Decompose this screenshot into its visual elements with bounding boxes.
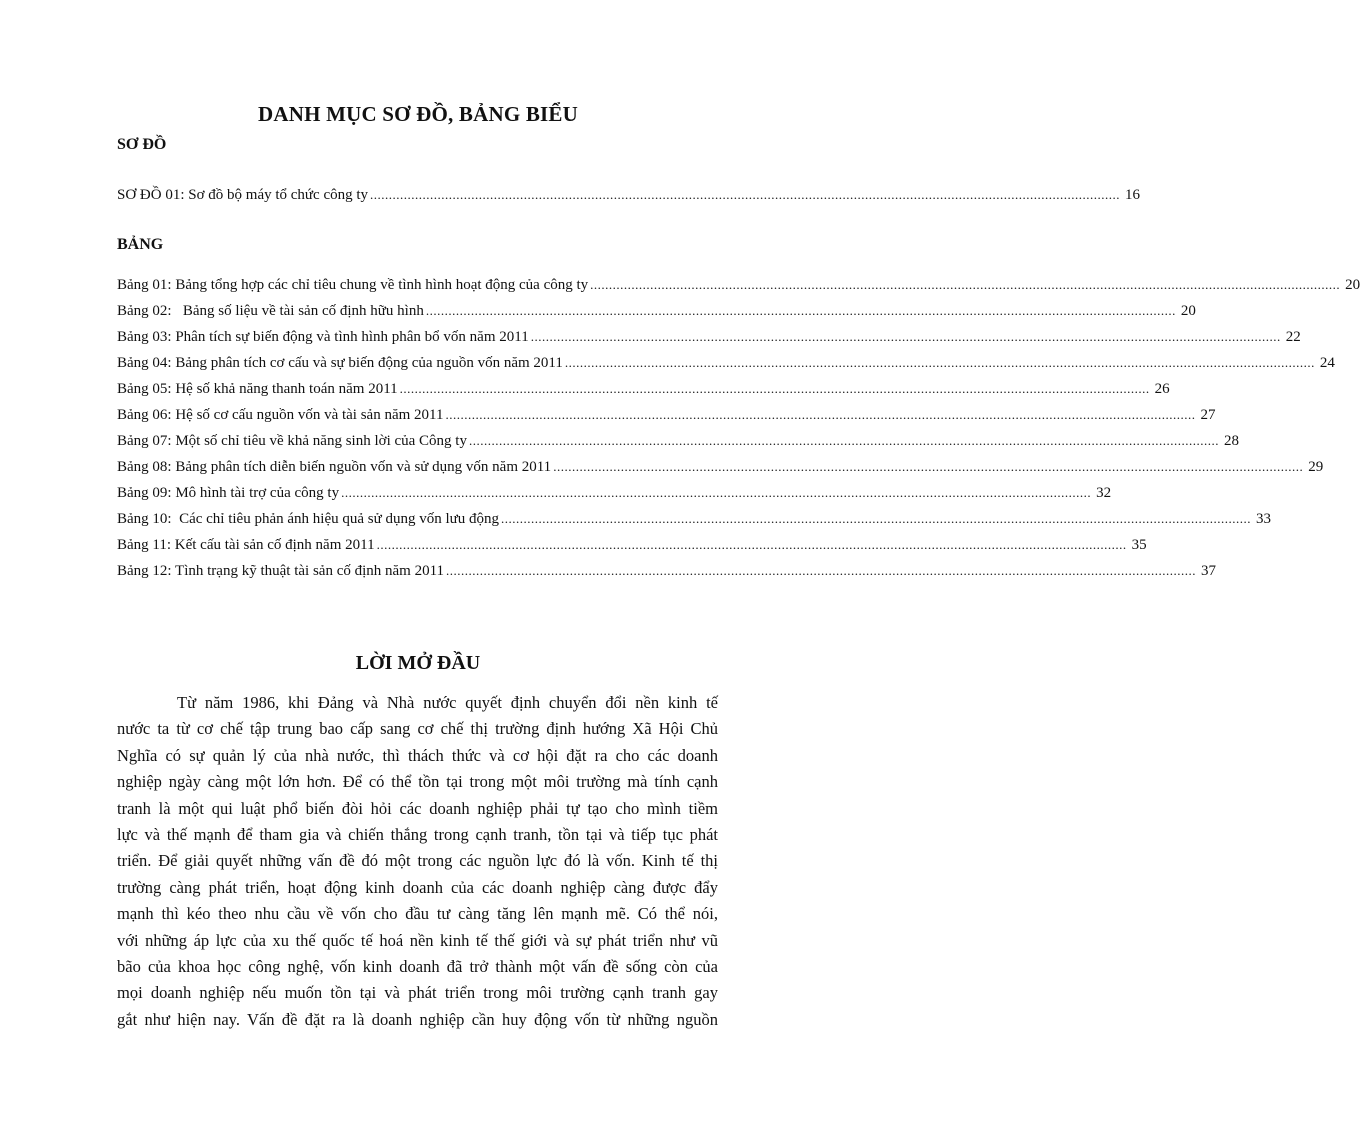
toc-entry-bang-01[interactable] bbox=[117, 277, 1360, 294]
dot-leader: ........................................................................................................................................................................................................ bbox=[399, 381, 1150, 396]
intro-heading: LỜI MỞ ĐẦU bbox=[355, 652, 481, 674]
paragraph-line: mọi doanh nghiệp nếu muốn tồn tại và phát triển trong môi trường cạnh tranh gay bbox=[117, 983, 718, 1003]
toc-entry-page: 27 bbox=[1200, 407, 1216, 423]
toc-entry-bang-12[interactable] bbox=[117, 563, 1217, 580]
dot-leader: ........................................................................................................................................................................................................ bbox=[553, 459, 1304, 474]
toc-entry-label: Bảng 09: Mô hình tài trợ của công ty bbox=[117, 485, 340, 501]
dot-leader: ........................................................................................................................................................................................................ bbox=[341, 485, 1092, 500]
paragraph-line: Từ năm 1986, khi Đảng và Nhà nước quyết định chuyển đổi nền kinh tế bbox=[177, 693, 718, 712]
toc-entry-label: Bảng 05: Hệ số khả năng thanh toán năm 2011 bbox=[117, 381, 398, 397]
intro-paragraph bbox=[117, 690, 718, 1033]
toc-entry-page: 32 bbox=[1096, 485, 1112, 501]
toc-entry-label: SƠ ĐỒ 01: Sơ đồ bộ máy tổ chức công ty bbox=[117, 187, 369, 203]
toc-entry-bang-06[interactable] bbox=[117, 407, 1216, 424]
section-heading-bang: BẢNG bbox=[117, 236, 164, 253]
toc-entry-label: Bảng 11: Kết cấu tài sản cố định năm 2011 bbox=[117, 537, 375, 553]
toc-entry-bang-04[interactable] bbox=[117, 355, 1335, 372]
toc-entry-page: 16 bbox=[1125, 187, 1141, 203]
toc-entry-page: 24 bbox=[1319, 355, 1335, 371]
toc-entry-page: 26 bbox=[1154, 381, 1170, 397]
toc-entry-page: 22 bbox=[1285, 329, 1301, 345]
toc-entry-label: Bảng 01: Bảng tổng hợp các chỉ tiêu chung về tình hình hoạt động của công ty bbox=[117, 277, 589, 293]
paragraph-line: tranh là một qui luật phổ biến đòi hỏi các doanh nghiệp phải tự tạo cho mình tiềm bbox=[117, 798, 718, 818]
paragraph-line: trường càng phát triển, hoạt động kinh doanh của các doanh nghiệp càng được đẩy bbox=[117, 877, 718, 897]
toc-entry-label: Bảng 02: Bảng số liệu về tài sản cố định hữu hình bbox=[117, 303, 424, 319]
toc-entry-label: Bảng 03: Phân tích sự biến động và tình hình phân bổ vốn năm 2011 bbox=[117, 329, 529, 345]
toc-entry-page: 28 bbox=[1223, 433, 1239, 449]
dot-leader: ........................................................................................................................................................................................................ bbox=[445, 407, 1196, 422]
dot-leader: ........................................................................................................................................................................................................ bbox=[446, 563, 1197, 578]
paragraph-line: nghiệp ngày càng một lớn hơn. Để có thể tồn tại trong một môi trường mà tính cạnh bbox=[117, 772, 718, 792]
paragraph-line: triển. Để giải quyết những vấn đề đó một trong các nguồn lực đó là vốn. Kinh tế thị bbox=[117, 851, 718, 871]
dot-leader: ........................................................................................................................................................................................................ bbox=[590, 277, 1341, 292]
toc-entry-so-do-01[interactable] bbox=[117, 187, 1141, 204]
toc-entry-label: Bảng 08: Bảng phân tích diễn biến nguồn vốn và sử dụng vốn năm 2011 bbox=[117, 459, 552, 475]
toc-entry-page: 29 bbox=[1308, 459, 1324, 475]
toc-entry-page: 35 bbox=[1131, 537, 1147, 553]
paragraph-line: bão của khoa học công nghệ, vốn kinh doanh đã trở thành một vấn đề sống còn của bbox=[117, 957, 718, 977]
toc-entry-label: Bảng 12: Tình trạng kỹ thuật tài sản cố định năm 2011 bbox=[117, 563, 445, 579]
toc-entry-bang-09[interactable] bbox=[117, 485, 1112, 502]
toc-entry-bang-05[interactable] bbox=[117, 381, 1170, 398]
toc-entry-bang-03[interactable] bbox=[117, 329, 1301, 346]
toc-entry-label: Bảng 04: Bảng phân tích cơ cấu và sự biến động của nguồn vốn năm 2011 bbox=[117, 355, 563, 371]
paragraph-line: Nghĩa có sự quản lý của nhà nước, thì thách thức và cơ hội đặt ra cho các doanh bbox=[117, 745, 718, 765]
toc-entry-label: Bảng 07: Một số chỉ tiêu về khả năng sinh lời của Công ty bbox=[117, 433, 467, 449]
paragraph-line: nước ta từ cơ chế tập trung bao cấp sang cơ chế thị trường định hướng Xã Hội Chủ bbox=[117, 719, 718, 739]
dot-leader: ........................................................................................................................................................................................................ bbox=[370, 187, 1121, 202]
toc-entry-page: 33 bbox=[1256, 511, 1272, 527]
dot-leader: ........................................................................................................................................................................................................ bbox=[468, 433, 1219, 448]
paragraph-line: lực và thế mạnh để tham gia và chiến thắng trong cạnh tranh, tồn tại và tiếp tục phát bbox=[117, 825, 718, 845]
toc-entry-page: 20 bbox=[1345, 277, 1360, 293]
dot-leader: ........................................................................................................................................................................................................ bbox=[376, 537, 1127, 552]
dot-leader: ........................................................................................................................................................................................................ bbox=[425, 303, 1176, 318]
section-heading-so-do: SƠ ĐỒ bbox=[117, 136, 167, 153]
toc-entry-bang-11[interactable] bbox=[117, 537, 1147, 554]
paragraph-line: gắt như hiện nay. Vấn đề đặt ra là doanh nghiệp cần huy động vốn từ những nguồn bbox=[117, 1009, 718, 1029]
toc-entry-label: Bảng 10: Các chỉ tiêu phản ánh hiệu quả sử dụng vốn lưu động bbox=[117, 511, 500, 527]
toc-entry-bang-07[interactable] bbox=[117, 433, 1239, 450]
paragraph-line: với những áp lực của xu thế quốc tế hoá nền kinh tế thế giới và sự phát triển như vũ bbox=[117, 930, 718, 950]
dot-leader: ........................................................................................................................................................................................................ bbox=[564, 355, 1315, 370]
toc-entry-bang-02[interactable] bbox=[117, 303, 1196, 320]
toc-entry-page: 37 bbox=[1201, 563, 1217, 579]
toc-entry-label: Bảng 06: Hệ số cơ cấu nguồn vốn và tài sản năm 2011 bbox=[117, 407, 444, 423]
paragraph-line: mạnh thì kéo theo nhu cầu về vốn cho đầu tư càng tăng lên mạnh mẽ. Có thể nói, bbox=[117, 904, 718, 924]
toc-entry-bang-08[interactable] bbox=[117, 459, 1324, 476]
dot-leader: ........................................................................................................................................................................................................ bbox=[501, 511, 1252, 526]
page-title: DANH MỤC SƠ ĐỒ, BẢNG BIỂU bbox=[257, 102, 579, 126]
toc-entry-page: 20 bbox=[1180, 303, 1196, 319]
toc-entry-bang-10[interactable] bbox=[117, 511, 1272, 528]
dot-leader: ........................................................................................................................................................................................................ bbox=[530, 329, 1281, 344]
